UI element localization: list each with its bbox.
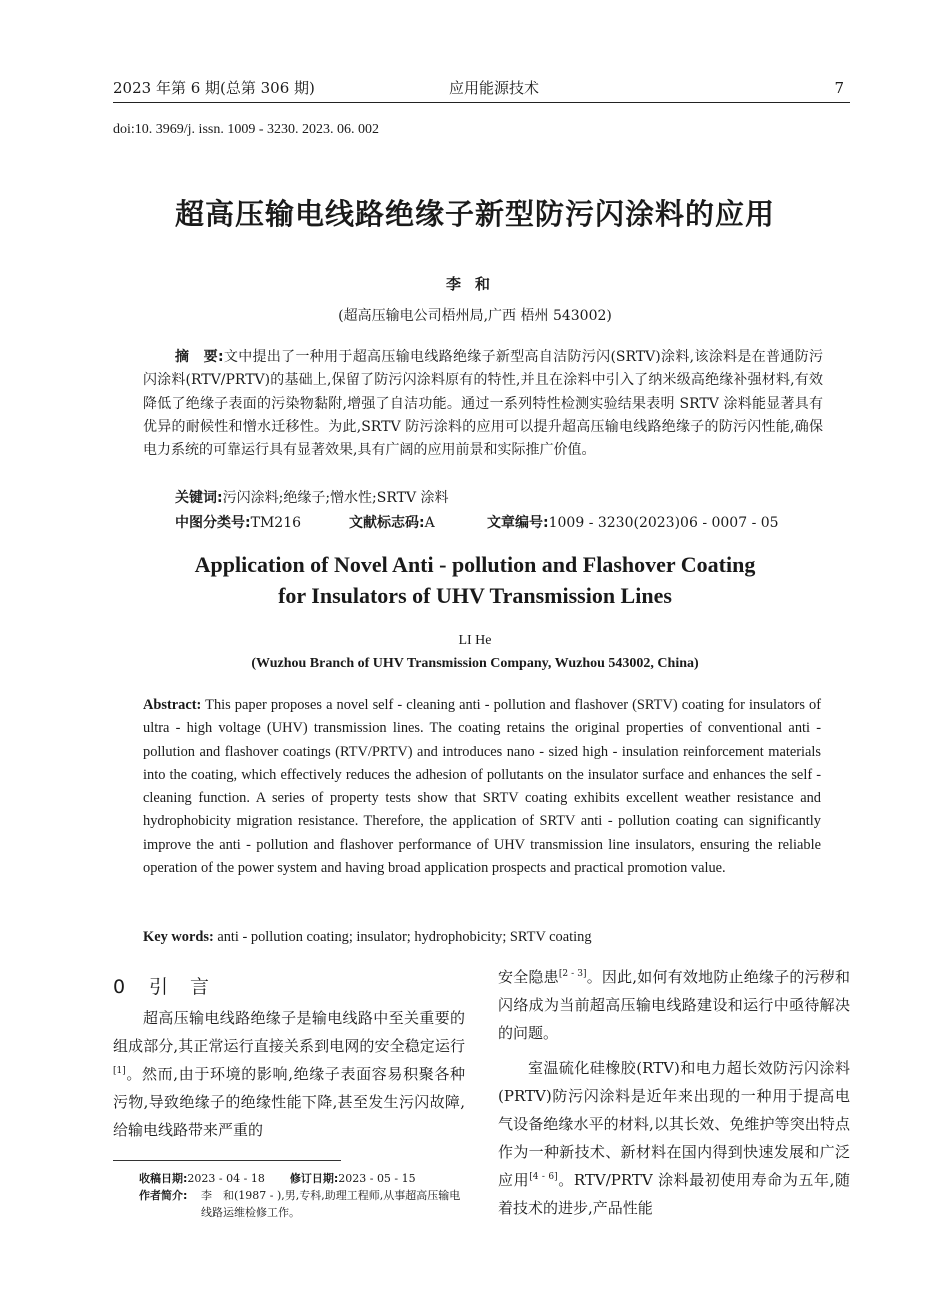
bio-text: 李 和(1987 - ),男,专科,助理工程师,从事超高压输电线路运维检修工作。	[201, 1189, 461, 1219]
author-bio	[139, 1187, 469, 1221]
title-en-line2: for Insulators of UHV Transmission Lines	[278, 583, 672, 608]
header-divider	[113, 102, 850, 103]
revised-label: 修订日期:	[289, 1172, 339, 1185]
body-right-text-b: 。因此,如何有效地防止绝缘子的污秽和闪络成为当前超高压输电线路建设和运行中亟待解决的问题。	[498, 968, 850, 1042]
clc-code	[175, 512, 301, 532]
body-left-text-a: 超高压输电线路绝缘子是输电线路中至关重要的组成部分,其正常运行直接关系到电网的安全稳定运行	[113, 1009, 465, 1055]
abstract-cn-label: 摘 要:	[175, 349, 224, 365]
doc-code-label: 文献标志码:	[349, 515, 425, 531]
abstract-en	[143, 694, 821, 880]
abstract-cn	[143, 346, 823, 462]
doc-code-value: A	[424, 515, 435, 531]
article-number-value: 1009 - 3230(2023)06 - 0007 - 05	[548, 515, 779, 531]
footnote-dates	[139, 1170, 469, 1187]
received-label: 收稿日期:	[139, 1172, 188, 1185]
title-en	[0, 549, 950, 611]
clc-label: 中图分类号:	[175, 515, 251, 531]
body-right-paragraph-2	[498, 1054, 850, 1222]
affiliation-en: (Wuzhou Branch of UHV Transmission Company, Wuzhou 543002, China)	[251, 656, 699, 671]
keywords-cn-label: 关键词:	[175, 490, 223, 506]
title-cn: 超高压输电线路绝缘子新型防污闪涂料的应用	[174, 197, 775, 231]
running-header	[113, 78, 848, 100]
journal-name: 应用能源技术	[449, 79, 540, 97]
body-right-paragraph-1	[498, 963, 850, 1047]
keywords-cn-text: 污闪涂料;绝缘子;憎水性;SRTV 涂料	[222, 490, 449, 506]
title-en-line1: Application of Novel Anti - pollution and Flashover Coating	[194, 552, 756, 577]
citation-ref: [2 - 3]	[558, 969, 587, 979]
citation-ref: [1]	[113, 1066, 126, 1076]
bio-label: 作者简介:	[139, 1189, 188, 1202]
article-number	[487, 512, 779, 532]
footnote	[139, 1170, 469, 1221]
keywords-en-text: anti - pollution coating; insulator; hydrophobicity; SRTV coating	[213, 929, 592, 945]
body-right-p2-text-a: 室温硫化硅橡胶(RTV)和电力超长效防污闪涂料(PRTV)防污闪涂料是近年来出现的一种用于提高电气设备绝缘水平的材料,以其长效、免维护等突出特点作为一种新技术、新材料在国内得到快速发展和广泛应用	[498, 1059, 850, 1189]
author-cn: 李和	[445, 275, 504, 293]
doi: doi:10. 3969/j. issn. 1009 - 3230. 2023. 06. 002	[113, 122, 380, 137]
body-right-p2-text-b: 。RTV/PRTV 涂料最初使用寿命为五年,随着技术的进步,产品性能	[498, 1171, 850, 1217]
received-date: 2023 - 04 - 18	[187, 1172, 265, 1185]
abstract-cn-text: 文中提出了一种用于超高压输电线路绝缘子新型高自洁防污闪(SRTV)涂料,该涂料是在普通防污闪涂料(RTV/PRTV)的基础上,保留了防污闪涂料原有的特性,并且在涂料中引入了纳米级高绝缘补强材料,有效降低了绝缘子表面的污染物黏附,增强了自洁功能。通过一系列特性检测实验结果表明 SRTV 涂料能显著具有优异的耐候性和憎水迁移性。为此,SRTV 防污涂料的应用可以提升超高压输电线路绝缘子的防污闪性能,确保电力系统的可靠运行具有显著效果,具有广阔的应用前景和实际推广价值。	[143, 349, 823, 459]
abstract-en-text: This paper proposes a novel self - cleaning anti - pollution and flashover (SRTV) coating for insulators of ultra - high voltage (UHV) transmission lines. The coating retains the original properties of conventional anti - pollution and flashover coatings (RTV/PRTV) and introduces nano - sized high - insulation reinforcement materials into the coating, which effectively reduces the adhesion of pollutants on the insulator surface and enhances the self - cleaning function. A series of property tests show that SRTV coating exhibits excellent weather resistance and hydrophobicity migration resistance. Therefore, the application of SRTV anti - pollution coating can significantly improve the anti - pollution and flashover performance of UHV transmission line insulators, ensuring the reliable operation of the power system and having broad application prospects and practical promotion value.	[143, 697, 821, 877]
section-title: 引言	[149, 976, 232, 998]
page-number: 7	[834, 79, 844, 97]
body-left-column	[113, 1004, 465, 1144]
section-heading	[113, 972, 231, 999]
citation-ref: [4 - 6]	[529, 1172, 558, 1182]
keywords-en	[143, 929, 592, 946]
author-en: LI He	[458, 633, 492, 648]
article-number-label: 文章编号:	[487, 515, 549, 531]
abstract-en-label: Abstract:	[143, 697, 202, 713]
revised-date: 2023 - 05 - 15	[338, 1172, 416, 1185]
body-right-text-a: 安全隐患	[498, 968, 559, 986]
doc-code	[349, 512, 435, 532]
keywords-cn	[175, 487, 449, 507]
keywords-en-label: Key words:	[143, 929, 214, 945]
issue-info: 2023 年第 6 期(总第 306 期)	[113, 79, 315, 97]
section-number: 0	[113, 976, 126, 998]
affiliation-cn: (超高压输电公司梧州局,广西 梧州 543002)	[338, 308, 612, 324]
clc-value: TM216	[250, 515, 302, 531]
footnote-divider	[113, 1160, 341, 1161]
body-left-text-b: 。然而,由于环境的影响,绝缘子表面容易积聚各种污物,导致绝缘子的绝缘性能下降,甚至发生污闪故障,给输电线路带来严重的	[113, 1065, 465, 1139]
